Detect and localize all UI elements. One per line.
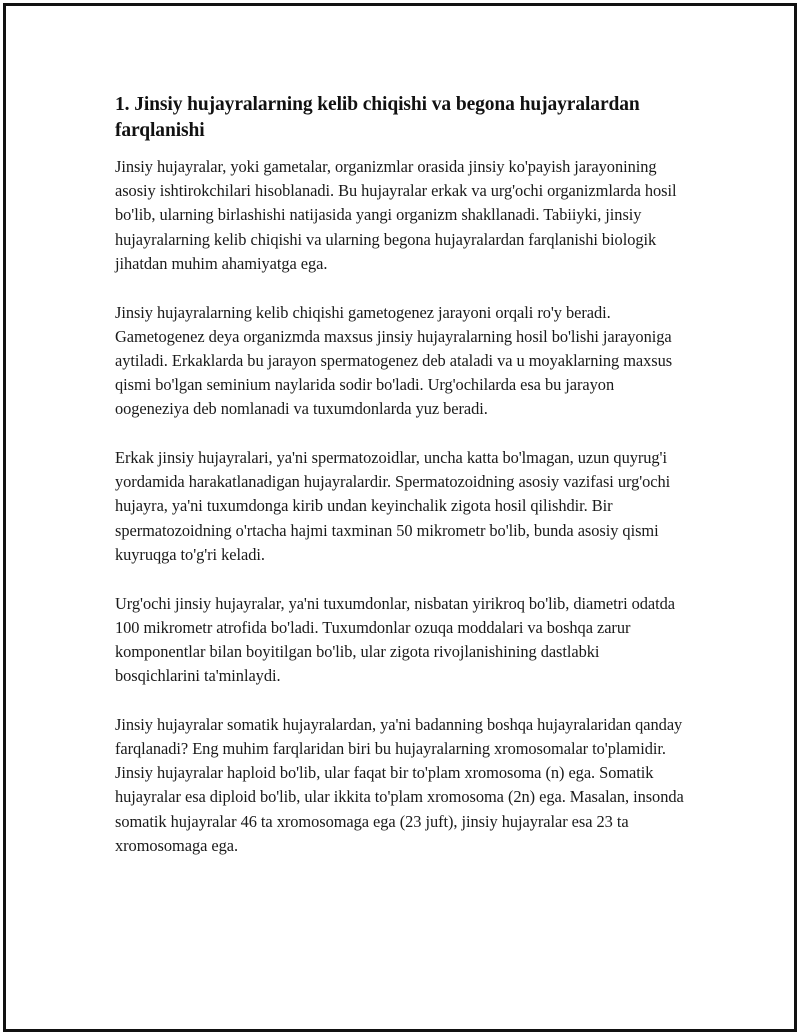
paragraph-2: Jinsiy hujayralarning kelib chiqishi gametogenez jarayoni orqali ro'y beradi. Gametogenez deya organizmda maxsus jinsiy hujayralarning hosil bo'lishi jarayoniga aytiladi. Erkaklarda bu jarayon spermatogenez deb ataladi va u moyaklarning maxsus qismi bo'lgan seminium naylarida sodir bo'ladi. Urg'ochilarda esa bu jarayon oogeneziya deb nomlanadi va tuxumdonlarda yuz beradi. [115, 302, 673, 419]
paragraph-3: Erkak jinsiy hujayralari, ya'ni spermatozoidlar, uncha katta bo'lmagan, uzun quyrug'i yordamida harakatlanadigan hujayralardir. Spermatozoidning asosiy vazifasi urg'ochi hujayra, ya'ni tuxumdonga kirib undan keyinchalik zigota hosil qilishdir. Bir spermatozoidning o'rtacha hajmi taxminan 50 mikrometr bo'lib, bunda asosiy qismi kuyruqga to'g'ri keladi. [115, 448, 671, 564]
paragraph-1: Jinsiy hujayralar, yoki gametalar, organizmlar orasida jinsiy ko'payish jarayonining asosiy ishtirokchilari hisoblanadi. Bu hujayralar erkak va urg'ochi organizmlarda hosil bo'lib, ularning birlashishi natijasida yangi organizm shakllanadi. Tabiiyki, jinsiy hujayralarning kelib chiqishi va ularning begona hujayralardan farqlanishi biologik jihatdan muhim ahamiyatga ega. [115, 157, 677, 273]
paragraph-4: Urg'ochi jinsiy hujayralar, ya'ni tuxumdonlar, nisbatan yirikroq bo'lib, diametri odatda 100 mikrometr atrofida bo'ladi. Tuxumdonlar ozuqa moddalari va boshqa zarur komponentlar bilan boyitilgan bo'lib, ular zigota rivojlanishining dastlabki bosqichlarini ta'minlaydi. [115, 593, 676, 686]
document-body [115, 92, 685, 883]
section-title: 1. Jinsiy hujayralarning kelib chiqishi va begona hujayralardan farqlanishi [115, 94, 640, 141]
paragraph-5: Jinsiy hujayralar somatik hujayralardan, ya'ni badanning boshqa hujayralaridan qanday farqlanadi? Eng muhim farqlaridan biri bu hujayralarning xromosomalar to'plamidir. Jinsiy hujayralar haploid bo'lib, ular faqat bir to'plam xromosoma (n) ega. Somatik hujayralar esa diploid bo'lib, ular ikkita to'plam xromosoma (2n) ega. Masalan, insonda somatik hujayralar 46 ta xromosomaga ega (23 juft), jinsiy hujayralar esa 23 ta xromosomaga ega. [115, 714, 684, 855]
